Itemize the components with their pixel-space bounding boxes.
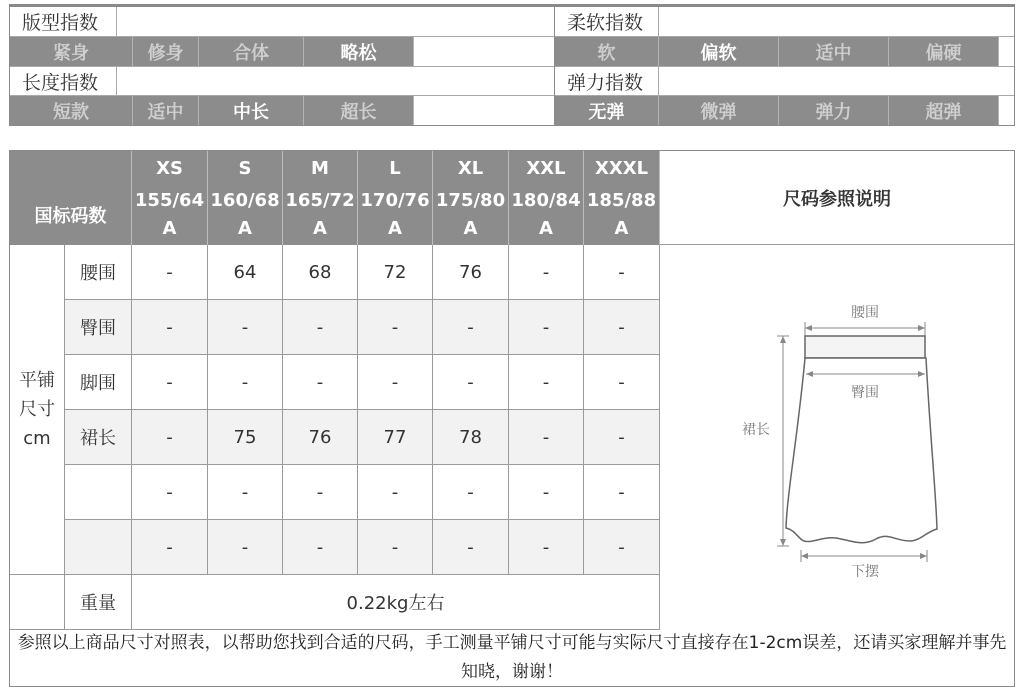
size-cell: - [584, 465, 660, 520]
attr-option: 弹力 [779, 96, 889, 125]
national-code-main: 155/64 [134, 190, 205, 211]
size-cell: - [358, 520, 433, 575]
size-table [9, 150, 1015, 687]
size-cell: - [509, 300, 584, 355]
weight-spacer [10, 575, 65, 630]
size-cell: - [358, 355, 433, 410]
row-label: 腰围 [65, 245, 132, 300]
national-code [132, 185, 208, 245]
national-code-main: 165/72 [285, 190, 355, 211]
size-cell: - [509, 410, 584, 465]
attr-option: 超弹 [889, 96, 999, 125]
size-cell: - [584, 300, 660, 355]
hip-label: 臀围 [851, 385, 879, 401]
attr-option: 微弹 [659, 96, 779, 125]
group-label [10, 245, 65, 575]
size-cell: - [132, 520, 208, 575]
size-cell: - [433, 300, 509, 355]
waistband [805, 336, 925, 358]
size-cell: - [584, 410, 660, 465]
divider [659, 245, 660, 630]
size-header: XXXL [584, 151, 660, 185]
row-label [65, 465, 132, 520]
waist-dimension-arrow [805, 322, 925, 336]
attr-option-selected: 偏软 [659, 37, 779, 66]
row-label: 裙长 [65, 410, 132, 465]
length-label: 裙长 [742, 422, 770, 438]
reference-title: 尺码参照说明 [660, 151, 1014, 245]
attr-option: 短款 [10, 96, 133, 125]
national-code-main: 160/68 [210, 190, 280, 211]
size-cell: - [358, 465, 433, 520]
size-cell: - [358, 300, 433, 355]
size-cell: - [509, 465, 584, 520]
hem-label: 下摆 [851, 564, 879, 580]
size-cell: 68 [283, 245, 358, 300]
attr-option: 软 [555, 37, 659, 66]
size-cell: - [433, 355, 509, 410]
attr-option: 超长 [304, 96, 414, 125]
national-code-suffix: A [238, 218, 252, 239]
attr-label-softness: 柔软指数 [555, 7, 659, 36]
attribute-table [9, 4, 1015, 126]
size-cell: - [584, 245, 660, 300]
header-blank [10, 151, 132, 185]
row-label [65, 520, 132, 575]
attr-option: 紧身 [10, 37, 133, 66]
size-cell: - [208, 300, 283, 355]
size-header: XS [132, 151, 208, 185]
size-cell: - [584, 520, 660, 575]
national-code-suffix: A [463, 218, 478, 239]
national-code [283, 185, 358, 245]
size-cell: - [433, 465, 509, 520]
size-header: L [358, 151, 433, 185]
attr-option: 偏硬 [889, 37, 999, 66]
weight-label: 重量 [65, 575, 132, 630]
size-note: 参照以上商品尺寸对照表，以帮助您找到合适的尺码，手工测量平铺尺寸可能与实际尺寸直接存在1-2cm误差，还请买家理解并事先知晓，谢谢！ [17, 633, 1007, 682]
attr-option: 适中 [133, 96, 199, 125]
national-code [208, 185, 283, 245]
size-cell: - [208, 465, 283, 520]
size-cell: - [509, 245, 584, 300]
national-code [358, 185, 433, 245]
group-label-line: 尺寸 [19, 399, 55, 420]
national-code-suffix: A [388, 218, 402, 239]
national-code [433, 185, 509, 245]
size-header: XL [433, 151, 509, 185]
attr-option-selected: 无弹 [555, 96, 659, 125]
weight-value: 0.22kg左右 [132, 575, 660, 630]
size-cell: - [283, 355, 358, 410]
size-cell: - [132, 465, 208, 520]
size-cell: - [283, 465, 358, 520]
national-label: 国标码数 [10, 185, 132, 245]
row-label: 脚围 [65, 355, 132, 410]
size-cell: - [509, 520, 584, 575]
national-code [509, 185, 584, 245]
national-code-suffix: A [614, 218, 629, 239]
size-cell: 64 [208, 245, 283, 300]
size-cell: 72 [358, 245, 433, 300]
waist-label: 腰围 [851, 305, 879, 321]
size-cell: - [208, 355, 283, 410]
size-header: S [208, 151, 283, 185]
size-cell: - [132, 410, 208, 465]
size-cell: - [584, 355, 660, 410]
attr-option: 适中 [779, 37, 889, 66]
national-code-main: 170/76 [360, 190, 430, 211]
size-cell: 75 [208, 410, 283, 465]
national-code [584, 185, 660, 245]
size-cell: 78 [433, 410, 509, 465]
hem-dimension-arrow [801, 550, 927, 562]
group-label-line: cm [23, 428, 51, 449]
attr-option: 修身 [133, 37, 199, 66]
size-cell: 76 [433, 245, 509, 300]
national-code-main: 185/88 [586, 190, 657, 211]
national-code-main: 175/80 [435, 190, 506, 211]
size-header: XXL [509, 151, 584, 185]
size-cell: - [283, 520, 358, 575]
national-code-suffix: A [162, 218, 177, 239]
size-cell: - [132, 245, 208, 300]
row-label: 臀围 [65, 300, 132, 355]
national-code-main: 180/84 [511, 190, 581, 211]
attr-option: 合体 [199, 37, 304, 66]
size-header: M [283, 151, 358, 185]
divider [10, 66, 1014, 67]
attr-label-version: 版型指数 [10, 7, 117, 36]
size-cell: 77 [358, 410, 433, 465]
size-cell: - [132, 355, 208, 410]
size-cell: - [132, 300, 208, 355]
size-cell: - [433, 520, 509, 575]
size-cell: - [283, 300, 358, 355]
national-code-suffix: A [313, 218, 327, 239]
national-code-suffix: A [539, 218, 553, 239]
size-cell: - [208, 520, 283, 575]
attr-option-selected: 略松 [304, 37, 414, 66]
skirt-diagram [690, 294, 990, 584]
attr-label-elasticity: 弹力指数 [555, 67, 659, 95]
size-cell: 76 [283, 410, 358, 465]
size-cell: - [509, 355, 584, 410]
group-label-line: 平铺 [19, 370, 55, 391]
attr-option-selected: 中长 [199, 96, 304, 125]
attr-label-length: 长度指数 [10, 67, 117, 95]
